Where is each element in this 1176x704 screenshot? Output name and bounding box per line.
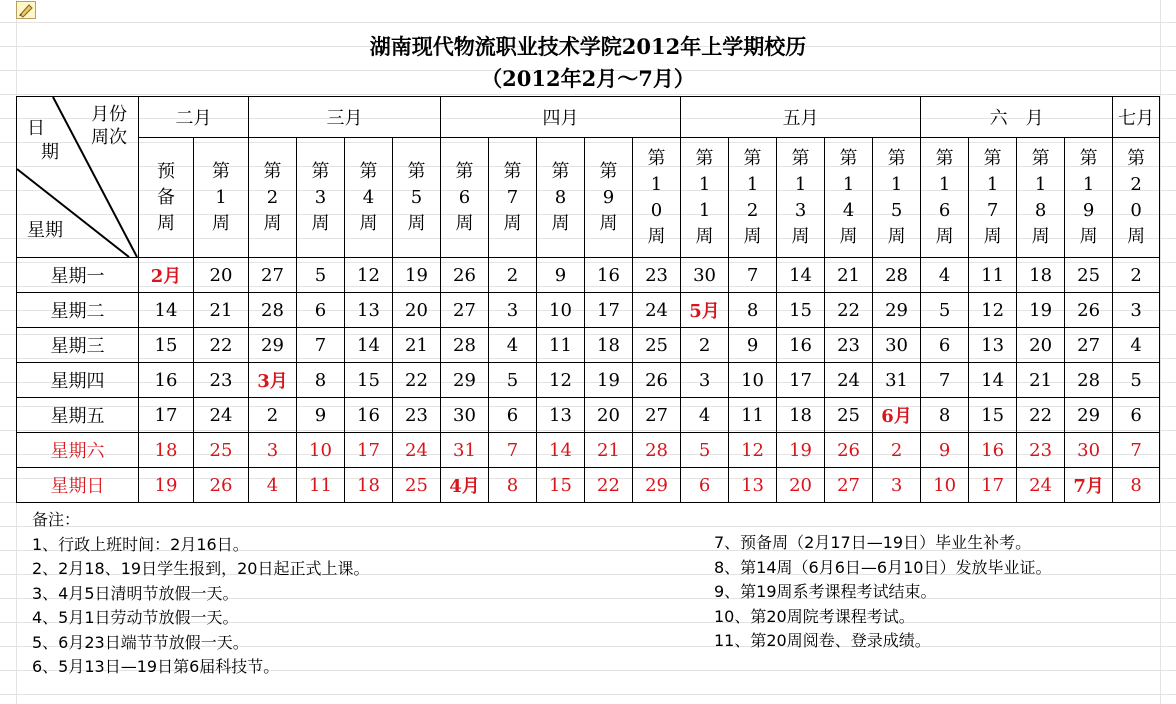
date-cell: 4 (489, 328, 537, 363)
sheet-gridline (0, 94, 1176, 95)
date-cell: 28 (633, 433, 681, 468)
date-cell: 21 (194, 293, 249, 328)
date-cell: 18 (585, 328, 633, 363)
date-cell: 5 (1113, 363, 1160, 398)
week-header (825, 138, 873, 258)
month-start-cell: 5月 (681, 293, 729, 328)
date-cell: 7 (921, 363, 969, 398)
week-header (1113, 138, 1160, 258)
week-label: 第5周 (407, 160, 426, 234)
date-cell: 12 (537, 363, 585, 398)
week-label: 第16周 (935, 147, 954, 247)
date-cell: 17 (139, 398, 194, 433)
corner-date-label-2: 期 (41, 142, 59, 163)
note-line: 1、行政上班时间：2月16日。 (32, 534, 249, 554)
week-header (345, 138, 393, 258)
date-cell: 7 (489, 433, 537, 468)
note-line: 6、5月13日—19日第6届科技节。 (32, 657, 280, 676)
date-cell: 3 (873, 468, 921, 503)
week-label: 第14周 (839, 147, 858, 247)
weekday-label: 星期日 (17, 468, 139, 503)
date-cell: 22 (194, 328, 249, 363)
date-cell: 4 (921, 258, 969, 293)
date-cell: 25 (1065, 258, 1113, 293)
date-cell: 3 (681, 363, 729, 398)
date-cell: 29 (1065, 398, 1113, 433)
date-cell: 24 (825, 363, 873, 398)
date-cell: 27 (825, 468, 873, 503)
date-cell: 29 (441, 363, 489, 398)
week-label: 第19周 (1079, 147, 1098, 247)
week-label: 第8周 (551, 160, 570, 234)
week-header (393, 138, 441, 258)
date-cell: 23 (633, 258, 681, 293)
date-cell: 29 (249, 328, 297, 363)
date-cell: 2 (681, 328, 729, 363)
date-cell: 27 (249, 258, 297, 293)
week-header (297, 138, 345, 258)
date-cell: 17 (777, 363, 825, 398)
week-label: 第3周 (311, 160, 330, 234)
table-row (17, 363, 1160, 398)
date-cell: 28 (873, 258, 921, 293)
date-cell: 20 (1017, 328, 1065, 363)
date-cell: 10 (537, 293, 585, 328)
notes-left (32, 508, 369, 680)
calendar-subtitle: （2012年2月～7月） (481, 66, 695, 91)
date-cell: 21 (585, 433, 633, 468)
date-cell: 10 (729, 363, 777, 398)
date-cell: 12 (729, 433, 777, 468)
date-cell: 21 (825, 258, 873, 293)
week-header (194, 138, 249, 258)
sheet-gridline (0, 694, 1176, 695)
weekday-label: 星期四 (17, 363, 139, 398)
month-apr: 四月 (441, 97, 681, 138)
week-label: 第10周 (647, 147, 666, 247)
date-cell: 30 (681, 258, 729, 293)
month-start-cell: 6月 (873, 398, 921, 433)
week-header (921, 138, 969, 258)
week-header (969, 138, 1017, 258)
week-header (249, 138, 297, 258)
date-cell: 12 (345, 258, 393, 293)
week-label: 第18周 (1031, 147, 1050, 247)
date-cell: 9 (921, 433, 969, 468)
week-label: 第15周 (887, 147, 906, 247)
date-cell: 30 (441, 398, 489, 433)
week-header (441, 138, 489, 258)
date-cell: 9 (729, 328, 777, 363)
note-line: 10、第20周院考课程考试。 (714, 606, 915, 626)
date-cell: 15 (139, 328, 194, 363)
table-row (17, 293, 1160, 328)
date-cell: 14 (537, 433, 585, 468)
date-cell: 2 (873, 433, 921, 468)
table-row (17, 398, 1160, 433)
date-cell: 4 (249, 468, 297, 503)
date-cell: 4 (1113, 328, 1160, 363)
note-line: 8、第14周（6月6日—6月10日）发放毕业证。 (714, 557, 1052, 577)
week-header (1065, 138, 1113, 258)
week-label: 第6周 (455, 160, 474, 234)
month-start-cell: 2月 (139, 258, 194, 293)
date-cell: 18 (1017, 258, 1065, 293)
note-line: 9、第19周系考课程考试结束。 (714, 582, 937, 601)
date-cell: 24 (1017, 468, 1065, 503)
sheet-gridline (0, 22, 1176, 23)
calendar-title: 湖南现代物流职业技术学院2012年上学期校历 (369, 34, 807, 59)
week-header (633, 138, 681, 258)
table-row (17, 258, 1160, 293)
date-cell: 6 (489, 398, 537, 433)
week-header (1017, 138, 1065, 258)
date-cell: 28 (249, 293, 297, 328)
month-jun: 六 月 (921, 97, 1113, 138)
date-cell: 13 (345, 293, 393, 328)
date-cell: 13 (729, 468, 777, 503)
date-cell: 31 (873, 363, 921, 398)
date-cell: 16 (345, 398, 393, 433)
date-cell: 11 (729, 398, 777, 433)
date-cell: 25 (393, 468, 441, 503)
date-cell: 30 (873, 328, 921, 363)
date-cell: 7 (1113, 433, 1160, 468)
edit-brush-icon[interactable] (16, 1, 36, 19)
date-cell: 5 (297, 258, 345, 293)
date-cell: 3 (249, 433, 297, 468)
date-cell: 9 (537, 258, 585, 293)
weekday-label: 星期六 (17, 433, 139, 468)
date-cell: 2 (249, 398, 297, 433)
note-line: 7、预备周（2月17日—19日）毕业生补考。 (714, 533, 1032, 552)
date-cell: 29 (873, 293, 921, 328)
corner-month-label: 月份 (91, 104, 127, 125)
date-cell: 26 (1065, 293, 1113, 328)
school-calendar-table (16, 96, 1160, 503)
date-cell: 23 (194, 363, 249, 398)
date-cell: 11 (969, 258, 1017, 293)
date-cell: 26 (825, 433, 873, 468)
table-row (17, 468, 1160, 503)
date-cell: 6 (681, 468, 729, 503)
date-cell: 14 (969, 363, 1017, 398)
date-cell: 27 (633, 398, 681, 433)
date-cell: 26 (194, 468, 249, 503)
date-cell: 3 (489, 293, 537, 328)
date-cell: 13 (537, 398, 585, 433)
note-line: 3、4月5日清明节放假一天。 (32, 583, 239, 603)
date-cell: 8 (297, 363, 345, 398)
corner-date-label: 日 (27, 118, 45, 139)
month-start-cell: 4月 (441, 468, 489, 503)
date-cell: 27 (441, 293, 489, 328)
date-cell: 6 (921, 328, 969, 363)
date-cell: 5 (681, 433, 729, 468)
date-cell: 14 (139, 293, 194, 328)
week-header (681, 138, 729, 258)
date-cell: 15 (345, 363, 393, 398)
date-cell: 16 (777, 328, 825, 363)
week-label: 第13周 (791, 147, 810, 247)
date-cell: 25 (633, 328, 681, 363)
date-cell: 17 (969, 468, 1017, 503)
month-feb: 二月 (139, 97, 249, 138)
date-cell: 21 (1017, 363, 1065, 398)
note-line: 11、第20周阅卷、登录成绩。 (714, 631, 931, 650)
month-jul: 七月 (1113, 97, 1160, 138)
week-label: 第4周 (359, 160, 378, 234)
date-cell: 18 (139, 433, 194, 468)
date-cell: 26 (633, 363, 681, 398)
date-cell: 23 (1017, 433, 1065, 468)
date-cell: 14 (777, 258, 825, 293)
date-cell: 15 (777, 293, 825, 328)
date-cell: 7 (297, 328, 345, 363)
table-row (17, 328, 1160, 363)
date-cell: 18 (777, 398, 825, 433)
date-cell: 11 (297, 468, 345, 503)
date-cell: 24 (633, 293, 681, 328)
date-cell: 22 (825, 293, 873, 328)
date-cell: 19 (777, 433, 825, 468)
date-cell: 2 (1113, 258, 1160, 293)
date-cell: 21 (393, 328, 441, 363)
date-cell: 24 (393, 433, 441, 468)
date-cell: 20 (585, 398, 633, 433)
week-header (777, 138, 825, 258)
date-cell: 30 (1065, 433, 1113, 468)
date-cell: 6 (1113, 398, 1160, 433)
week-label: 第2周 (263, 160, 282, 234)
date-cell: 23 (393, 398, 441, 433)
date-cell: 25 (825, 398, 873, 433)
month-may: 五月 (681, 97, 921, 138)
weekday-label: 星期二 (17, 293, 139, 328)
date-cell: 8 (921, 398, 969, 433)
month-mar: 三月 (249, 97, 441, 138)
date-cell: 10 (921, 468, 969, 503)
date-cell: 23 (825, 328, 873, 363)
week-label: 第9周 (599, 160, 618, 234)
date-cell: 4 (681, 398, 729, 433)
date-cell: 12 (969, 293, 1017, 328)
date-cell: 19 (393, 258, 441, 293)
date-cell: 16 (139, 363, 194, 398)
date-cell: 20 (194, 258, 249, 293)
date-cell: 27 (1065, 328, 1113, 363)
date-cell: 14 (345, 328, 393, 363)
week-label: 预备周 (157, 160, 175, 234)
date-cell: 19 (1017, 293, 1065, 328)
date-cell: 18 (345, 468, 393, 503)
date-cell: 8 (1113, 468, 1160, 503)
date-cell: 28 (441, 328, 489, 363)
date-cell: 15 (537, 468, 585, 503)
date-cell: 22 (393, 363, 441, 398)
date-cell: 13 (969, 328, 1017, 363)
week-header (139, 138, 194, 258)
corner-weekday-label: 星期 (27, 220, 63, 241)
date-cell: 26 (441, 258, 489, 293)
date-cell: 7 (729, 258, 777, 293)
week-label: 第7周 (503, 160, 522, 234)
month-start-cell: 3月 (249, 363, 297, 398)
corner-week-label: 周次 (91, 127, 127, 148)
sheet-gridline (1160, 0, 1161, 704)
date-cell: 3 (1113, 293, 1160, 328)
week-label: 第20周 (1127, 147, 1146, 247)
note-line: 2、2月18、19日学生报到，20日起正式上课。 (32, 559, 370, 578)
week-label: 第12周 (743, 147, 762, 247)
date-cell: 22 (1017, 398, 1065, 433)
weekday-label: 星期一 (17, 258, 139, 293)
week-label: 第17周 (983, 147, 1002, 247)
date-cell: 17 (585, 293, 633, 328)
date-cell: 28 (1065, 363, 1113, 398)
date-cell: 10 (297, 433, 345, 468)
table-row (17, 433, 1160, 468)
week-header (489, 138, 537, 258)
corner-header (17, 97, 139, 258)
date-cell: 8 (489, 468, 537, 503)
date-cell: 29 (633, 468, 681, 503)
date-cell: 5 (489, 363, 537, 398)
week-label: 第1周 (212, 160, 230, 234)
week-label: 第11周 (695, 147, 714, 247)
note-line: 备注： (32, 510, 81, 529)
date-cell: 20 (777, 468, 825, 503)
date-cell: 31 (441, 433, 489, 468)
date-cell: 19 (139, 468, 194, 503)
date-cell: 16 (585, 258, 633, 293)
weekday-label: 星期五 (17, 398, 139, 433)
weekday-label: 星期三 (17, 328, 139, 363)
date-cell: 22 (585, 468, 633, 503)
date-cell: 15 (969, 398, 1017, 433)
date-cell: 11 (537, 328, 585, 363)
date-cell: 25 (194, 433, 249, 468)
date-cell: 20 (393, 293, 441, 328)
date-cell: 5 (921, 293, 969, 328)
date-cell: 2 (489, 258, 537, 293)
week-header (873, 138, 921, 258)
date-cell: 9 (297, 398, 345, 433)
date-cell: 16 (969, 433, 1017, 468)
week-header (585, 138, 633, 258)
note-line: 5、6月23日端节节放假一天。 (32, 632, 249, 652)
date-cell: 24 (194, 398, 249, 433)
date-cell: 17 (345, 433, 393, 468)
note-line: 4、5月1日劳动节放假一天。 (32, 608, 239, 627)
date-cell: 19 (585, 363, 633, 398)
week-header (537, 138, 585, 258)
date-cell: 8 (729, 293, 777, 328)
notes-right (714, 531, 1051, 654)
date-cell: 6 (297, 293, 345, 328)
month-start-cell: 7月 (1065, 468, 1113, 503)
week-header (729, 138, 777, 258)
